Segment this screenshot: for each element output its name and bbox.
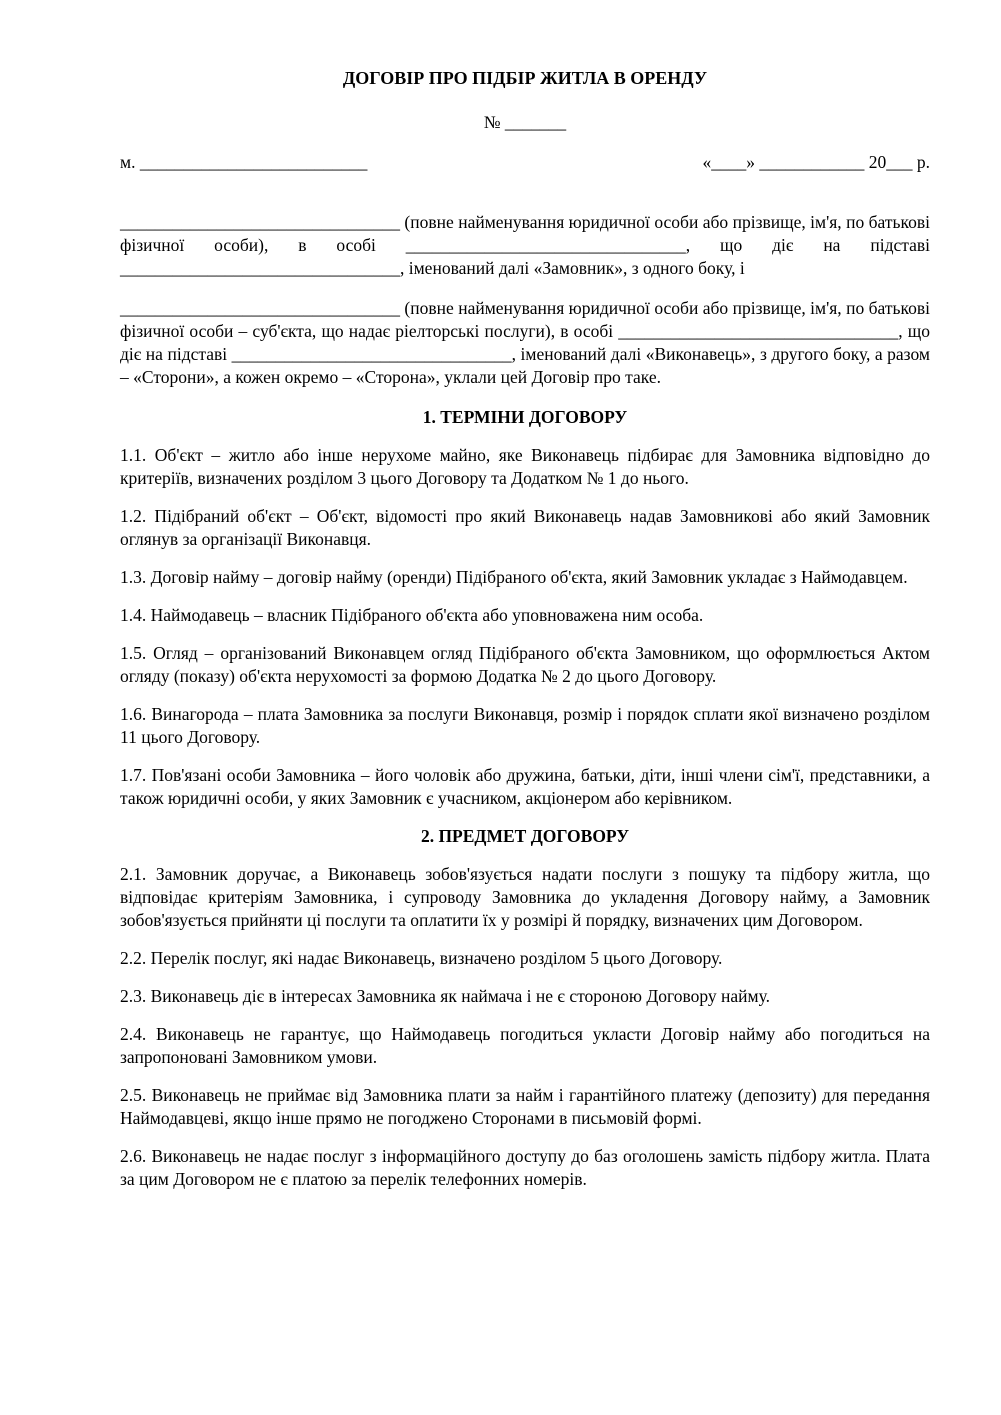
clause-2-6: 2.6. Виконавець не надає послуг з інформаційного доступу до баз оголошень замість підбору житла. Плата за цим Договором не є платою за перелік телефонних номерів. [120,1146,930,1189]
clause-2-5: 2.5. Виконавець не приймає від Замовника плати за найм і гарантійного платежу (депозиту) для передання Наймодавцеві, якщо інше прямо не погоджено Сторонами в письмовій формі. [120,1085,930,1128]
clause-2-3: 2.3. Виконавець діє в інтересах Замовника як наймача і не є стороною Договору найму. [120,986,770,1006]
clause-1-7: 1.7. Пов'язані особи Замовника – його чоловік або дружина, батьки, діти, інші члени сім'ї, представники, а також юридичні особи, у яких Замовник є учасником, акціонером або керівником. [120,765,930,808]
clause-1-5: 1.5. Огляд – організований Виконавцем огляд Підібраного об'єкта Замовником, що оформлюється Актом огляду (показу) об'єкта нерухомості за формою Додатка № 2 до цього Договору. [120,643,930,686]
clause-2-1: 2.1. Замовник доручає, а Виконавець зобов'язується надати послуги з пошуку та підбору житла, що відповідає критеріям Замовника, і супроводу Замовника до укладення Договору найму, а Замовник зобов'язується прийняти ці послуги та оплатити їх у розмірі й порядку, визначених цим Договором. [120,864,930,930]
clause-1-1: 1.1. Об'єкт – житло або інше нерухоме майно, яке Виконавець підбирає для Замовника відповідно до критеріїв, визначених розділом 3 цього Договору та Додатком № 1 до нього. [120,445,930,488]
section-terms [120,406,930,810]
clause-1-2: 1.2. Підібраний об'єкт – Об'єкт, відомості про який Виконавець надав Замовникові або який Замовник оглянув за організації Виконавця. [120,506,930,549]
clause-2-2: 2.2. Перелік послуг, які надає Виконавець, визначено розділом 5 цього Договору. [120,948,723,968]
document-title: ДОГОВІР ПРО ПІДБІР ЖИТЛА В ОРЕНДУ [342,68,708,88]
party-contractor-paragraph: ________________________________ (повне найменування юридичної особи або прізвище, ім'я, по батькові фізичної особи – суб'єкта, що надає ріелторські послуги), в особі ________________________________, що діє на підставі ________________________________, іменований далі «Виконавець», з другого боку, а разом – «Сторони», а кожен окремо – «Сторона», уклали цей Договір про таке. [120,298,930,387]
contract-number-line: № _______ [483,112,567,132]
clause-1-6: 1.6. Винагорода – плата Замовника за послуги Виконавця, розмір і порядок сплати якої визначено розділом 11 цього Договору. [120,704,930,747]
clause-1-3: 1.3. Договір найму – договір найму (оренди) Підібраного об'єкта, який Замовник укладає з Наймодавцем. [120,567,908,587]
document-body [120,211,930,1206]
city-line: м. __________________________ [120,152,368,172]
section-subject [120,825,930,1191]
parties-block [120,211,930,389]
party-customer-paragraph: ________________________________ (повне найменування юридичної особи або прізвище, ім'я, по батькові фізичної особи), в особі ________________________________, що діє на підставі ________________________________, іменований далі «Замовник», з одного боку, і [120,212,930,278]
section-heading: 2. ПРЕДМЕТ ДОГОВОРУ [420,826,630,846]
clause-1-4: 1.4. Наймодавець – власник Підібраного об'єкта або уповноважена ним особа. [120,605,704,625]
clause-2-4: 2.4. Виконавець не гарантує, що Наймодавець погодиться укласти Договір найму або погодиться на запропоновані Замовником умови. [120,1024,930,1067]
section-heading: 1. ТЕРМІНИ ДОГОВОРУ [422,407,628,427]
date-line: «____» ____________ 20___ р. [702,152,930,172]
